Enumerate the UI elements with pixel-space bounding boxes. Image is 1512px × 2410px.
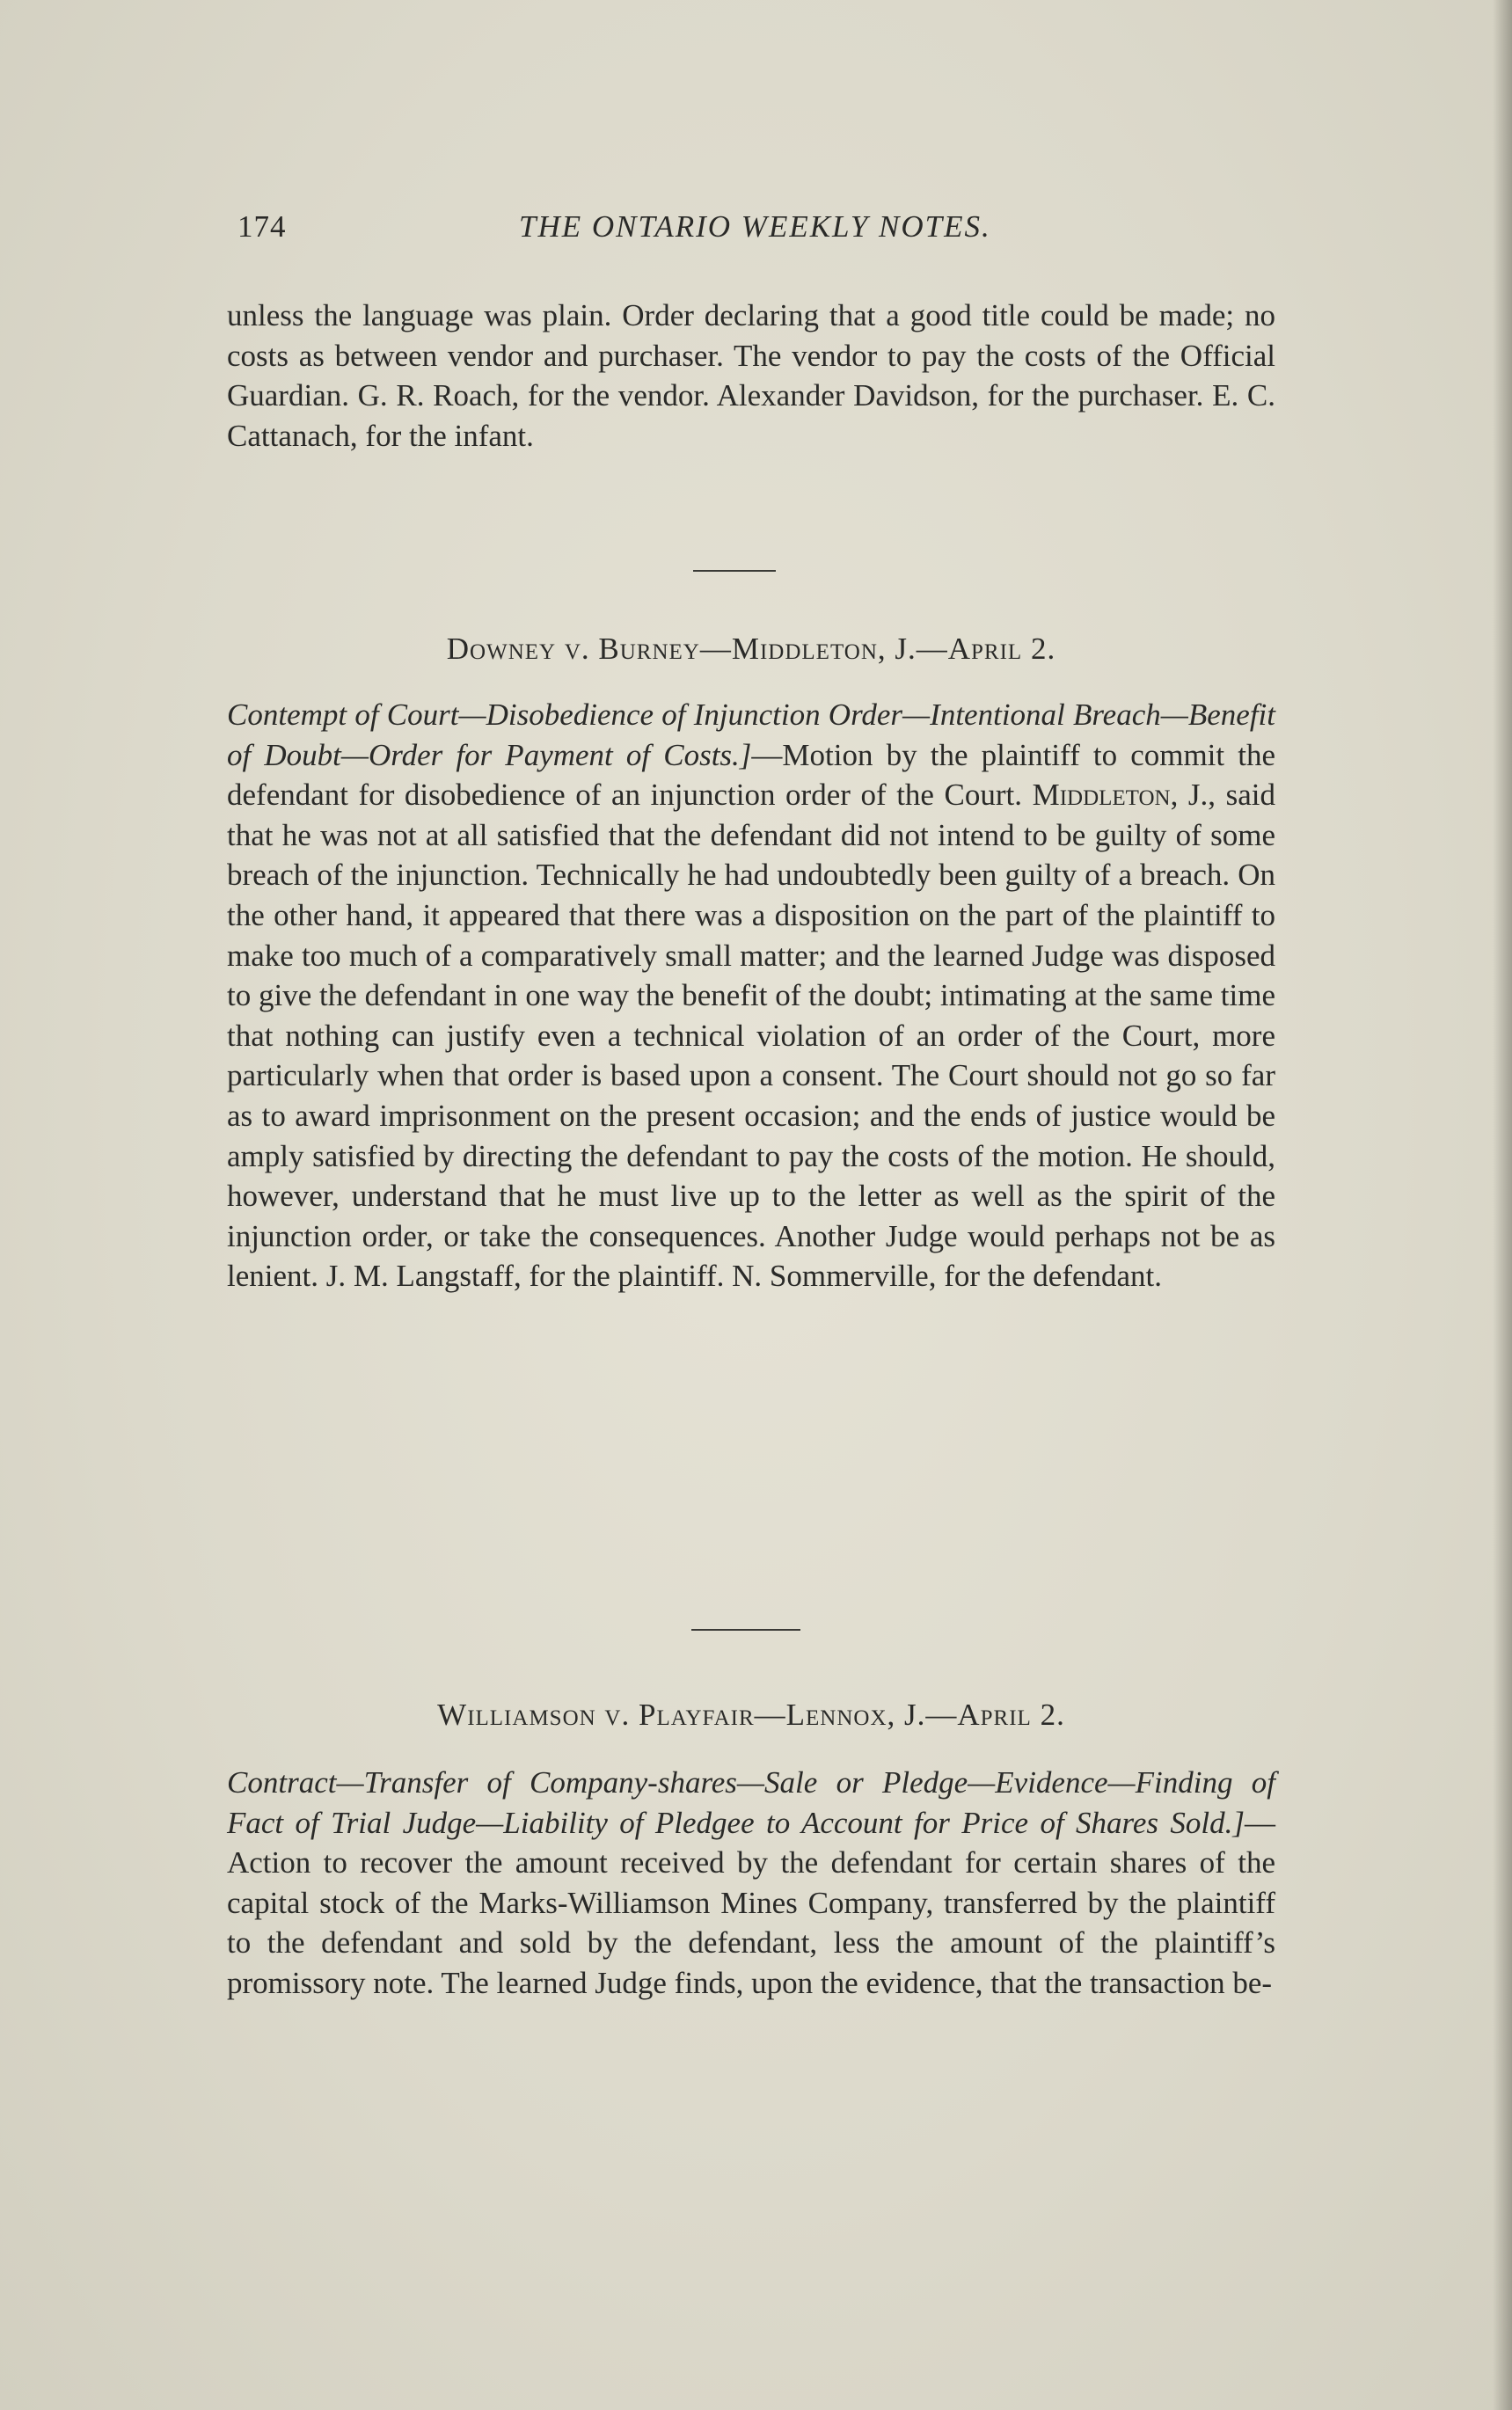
case-paragraph-williamson xyxy=(227,1763,1275,2004)
case-body-downey xyxy=(227,695,1275,1296)
headnote-downey: Contempt of Court—Disobedience of Injunction Order—Intentional Breach—Benefit of Doubt—Order for Payment of Costs.] xyxy=(227,697,1275,772)
judge-name-downey: Middleton xyxy=(1032,778,1171,813)
journal-title: THE ONTARIO WEEKLY NOTES. xyxy=(519,209,991,244)
case-body-williamson xyxy=(227,1763,1275,2004)
case-paragraph-downey xyxy=(227,695,1275,1296)
section-divider xyxy=(691,1629,800,1631)
case-title-downey: Downey v. Burney—Middleton, J.—April 2. xyxy=(446,632,1056,666)
section-divider xyxy=(693,570,776,572)
page-number: 174 xyxy=(237,209,287,244)
case-text-downey-part1: —Motion by the plaintiff to commit the defendant for disobedience of an injunction order of the Court. xyxy=(227,737,1276,813)
case-text-williamson: —Action to recover the amount received by the defendant for certain shares of the capital stock of the Marks-Williamson Mines Company, transferred by the plaintiff to the defendant and sold by the defendant, less the amount of the plaintiff’s promissory note. The learned Judge finds, upon the evidence, that the transaction be- xyxy=(227,1805,1275,2000)
case-text-downey-part2: , J., said that he was not at all satisfied that the defendant did not intend to be guilty of some breach of the injunction. Technically he had undoubtedly been guilty of a breach. On the other hand, it appeared that there was a disposition on the part of the plaintiff to make too much of a comparatively small matter; and the learned Judge was disposed to give the defendant in one way the benefit of the doubt; intimating at the same time that nothing can justify even a technical violation of an order of the Court, more particularly when that order is based upon a consent. The Court should not go so far as to award imprisonment on the present occasion; and the ends of justice would be amply satisfied by directing the defendant to pay the costs of the motion. He should, however, understand that he must live up to the letter as well as the spirit of the injunction order, or take the consequences. Another Judge would perhaps not be as lenient. J. M. Langstaff, for the plaintiff. N. Sommerville, for the defendant. xyxy=(227,778,1276,1294)
headnote-williamson: Contract—Transfer of Company-shares—Sale or Pledge—Evidence—Finding of Fact of Trial Judge—Liability of Pledgee to Account for Price of Shares Sold.] xyxy=(227,1765,1275,1840)
running-head xyxy=(237,209,1117,253)
case-title-williamson: Williamson v. Playfair—Lennox, J.—April 2. xyxy=(437,1698,1065,1732)
continuation-paragraph: unless the language was plain. Order declaring that a good title could be made; no costs as between vendor and purchaser. The vendor to pay the costs of the Official Guardian. G. R. Roach, for the vendor. Alexander Davidson, for the purchaser. E. C. Cattanach, for the infant. xyxy=(227,298,1275,453)
previous-case-continuation xyxy=(227,296,1275,456)
page-edge-shadow xyxy=(1493,0,1512,2410)
